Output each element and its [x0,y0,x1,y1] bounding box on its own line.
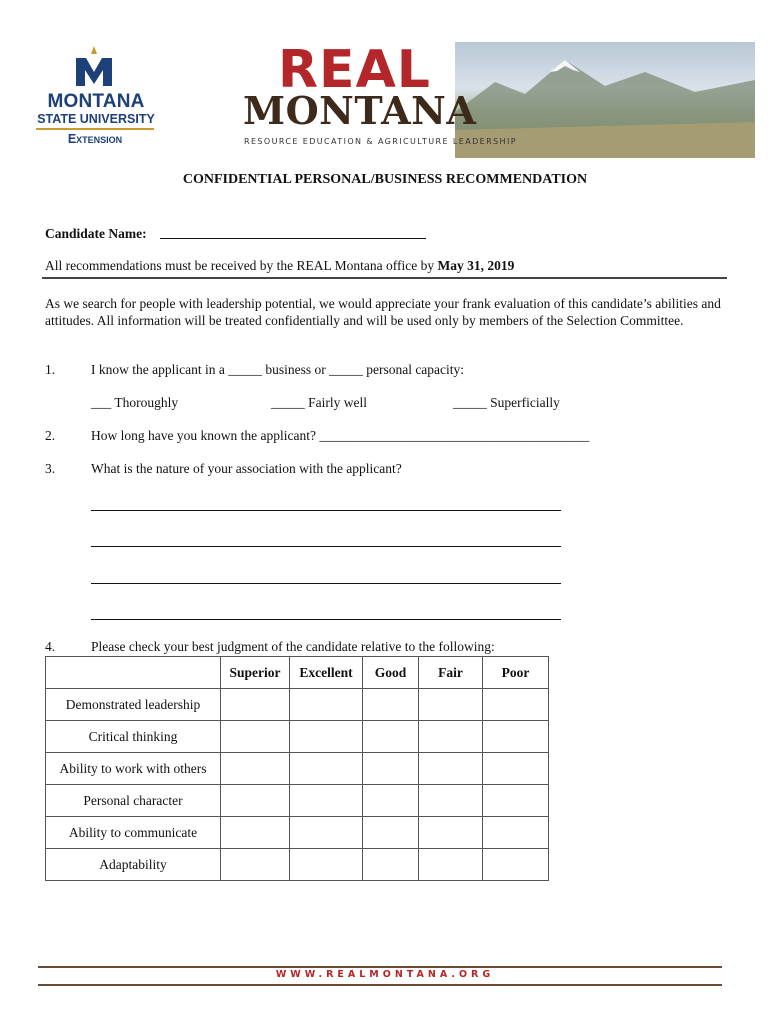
msu-logo-extension: Extension [67,132,123,146]
rating-header-blank [46,657,221,689]
rating-cell[interactable] [419,689,483,721]
rating-cell[interactable] [419,785,483,817]
rating-row-label: Critical thinking [46,721,221,753]
rating-cell[interactable] [483,849,549,881]
rating-col-fair: Fair [419,657,483,689]
rating-cell[interactable] [483,721,549,753]
footer-url[interactable]: WWW.REALMONTANA.ORG [275,969,495,980]
rating-cell[interactable] [221,785,290,817]
candidate-name-field[interactable] [160,238,426,239]
msu-m-icon [72,46,116,90]
real-logo-word: REAL [278,40,431,100]
q1-option-fairly-well[interactable]: _____ Fairly well [271,395,367,410]
msu-logo-line2: STATE UNIVERSITY [37,112,155,126]
q4-number: 4. [45,639,56,654]
table-row [46,689,549,721]
rating-cell[interactable] [363,849,419,881]
rating-row-label: Personal character [46,785,221,817]
q3-answer-line[interactable] [91,546,561,547]
rating-row-label: Ability to communicate [46,817,221,849]
rating-cell[interactable] [290,817,363,849]
rating-cell[interactable] [290,785,363,817]
rating-cell[interactable] [483,753,549,785]
table-row [46,817,549,849]
rating-cell[interactable] [290,721,363,753]
rating-cell[interactable] [419,721,483,753]
q2-number: 2. [45,428,56,443]
rating-cell[interactable] [363,753,419,785]
q3-text: What is the nature of your association with the applicant? [91,461,402,476]
rating-table-header [46,657,549,689]
q4-text: Please check your best judgment of the candidate relative to the following: [91,639,495,654]
deadline-text: All recommendations must be received by the REAL Montana office by [45,258,438,273]
rating-cell[interactable] [419,753,483,785]
table-row [46,721,549,753]
q2-text[interactable]: How long have you known the applicant? ________________________________________ [91,428,590,443]
montana-logo-word: MONTANA [243,88,477,133]
rating-row-label: Demonstrated leadership [46,689,221,721]
rating-cell[interactable] [483,689,549,721]
q1-number: 1. [45,362,56,377]
candidate-name-label: Candidate Name: [45,226,147,241]
q1-option-superficially[interactable]: _____ Superficially [453,395,560,410]
rating-cell[interactable] [221,817,290,849]
msu-logo-line1: MONTANA [47,91,145,112]
deadline-notice [45,258,514,274]
rating-col-excellent: Excellent [290,657,363,689]
rating-row-label: Adaptability [46,849,221,881]
rating-cell[interactable] [363,817,419,849]
rating-cell[interactable] [290,753,363,785]
q3-answer-line[interactable] [91,583,561,584]
rating-cell[interactable] [483,785,549,817]
rating-col-superior: Superior [221,657,290,689]
rating-cell[interactable] [290,849,363,881]
footer-divider-bottom [38,984,722,986]
q3-number: 3. [45,461,56,476]
q3-answer-line[interactable] [91,619,561,620]
rating-cell[interactable] [483,817,549,849]
rating-cell[interactable] [419,817,483,849]
rating-cell[interactable] [221,849,290,881]
table-row [46,785,549,817]
msu-logo-divider [36,128,154,130]
intro-paragraph: As we search for people with leadership potential, we would appreciate your frank evaluation of this candidate’s abilities and attitudes. All information will be treated confidentially and will be used only by members of the Selection Committee. [45,296,721,328]
rating-cell[interactable] [221,753,290,785]
q1-text: I know the applicant in a _____ business or _____ personal capacity: [91,362,465,377]
rating-table [45,656,549,881]
msu-logo-text [34,92,158,126]
footer-divider-top [38,966,722,968]
rating-cell[interactable] [290,689,363,721]
q3-answer-line[interactable] [91,510,561,511]
form-title: CONFIDENTIAL PERSONAL/BUSINESS RECOMMENDATION [182,172,588,187]
rating-cell[interactable] [221,721,290,753]
deadline-date: May 31, 2019 [437,258,515,273]
rating-cell[interactable] [221,689,290,721]
rating-row-label: Ability to work with others [46,753,221,785]
rating-col-poor: Poor [483,657,549,689]
rating-col-good: Good [363,657,419,689]
rating-cell[interactable] [419,849,483,881]
section-divider [42,277,727,279]
table-row [46,753,549,785]
rating-cell[interactable] [363,785,419,817]
rating-cell[interactable] [363,689,419,721]
banner-tagline: RESOURCE EDUCATION & AGRICULTURE LEADERSHIP [244,137,517,146]
rating-cell[interactable] [363,721,419,753]
q1-option-thoroughly[interactable]: ___ Thoroughly [91,395,179,410]
table-row [46,849,549,881]
